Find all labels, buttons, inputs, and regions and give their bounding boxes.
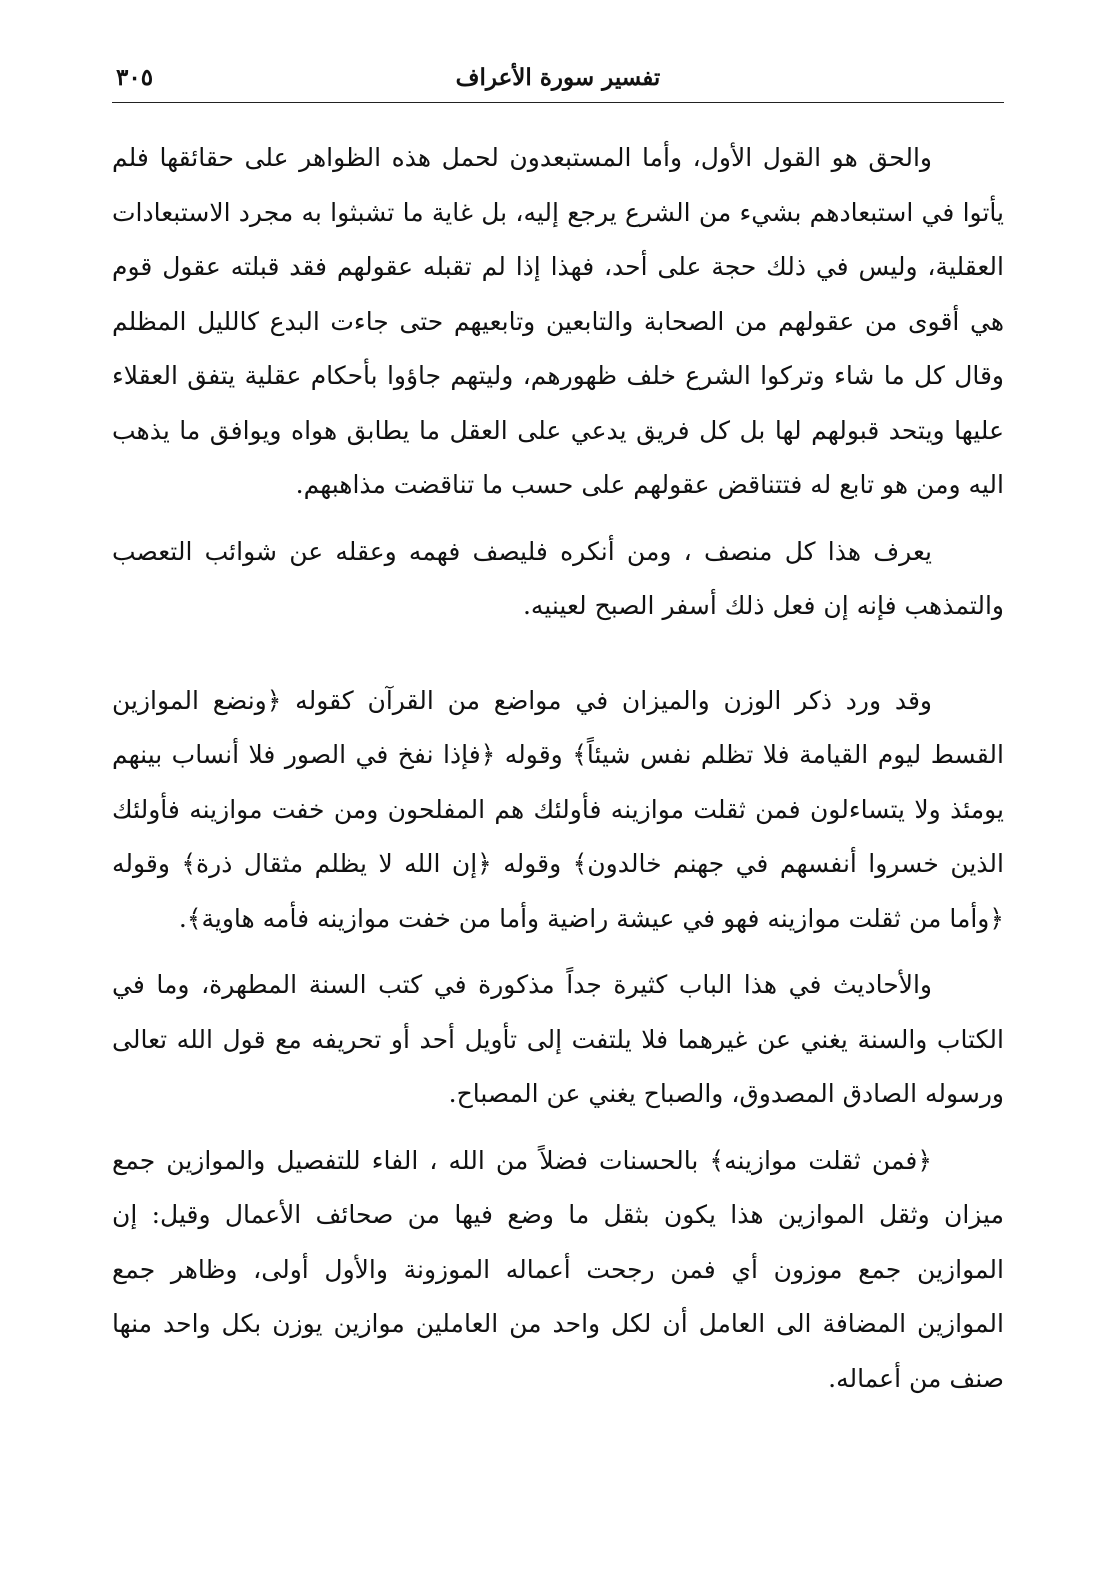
page-number: ٣٠٥	[116, 64, 154, 91]
paragraph: ﴿فمن ثقلت موازينه﴾ بالحسنات فضلاً من الله ، الفاء للتفصيل والموازين جمع ميزان وثقل الموازين هذا يكون بثقل ما وضع فيها من صحائف الأعمال وقيل: إن الموازين جمع موزون أي فمن رجحت أعماله الموزونة والأول أولى، وظاهر جمع الموازين المضافة الى العامل أن لكل واحد من العاملين موازين يوزن بكل واحد منها صنف من أعماله.	[112, 1145, 1004, 1393]
paragraph: والأحاديث في هذا الباب كثيرة جداً مذكورة في كتب السنة المطهرة، وما في الكتاب والسنة يغني عن غيرهما فلا يلتفت إلى تأويل أحد أو تحريفه مع قول الله تعالى ورسوله الصادق المصدوق، والصباح يغني عن المصباح.	[112, 970, 1004, 1108]
paragraph-spacer	[112, 513, 1004, 525]
body-text	[112, 131, 1004, 1406]
running-title: تفسير سورة الأعراف	[455, 64, 661, 91]
paragraph: يعرف هذا كل منصف ، ومن أنكره فليصف فهمه وعقله عن شوائب التعصب والتمذهب فإنه إن فعل ذلك أسفر الصبح لعينيه.	[112, 536, 1004, 620]
paragraph: والحق هو القول الأول، وأما المستبعدون لحمل هذه الظواهر على حقائقها فلم يأتوا في استبعادهم بشيء من الشرع يرجع إليه، بل غاية ما تشبثوا به مجرد الاستبعادات العقلية، وليس في ذلك حجة على أحد، فهذا إذا لم تقبله عقولهم فقد قبلته عقول قوم هي أقوى من عقولهم من الصحابة والتابعين وتابعيهم حتى جاءت البدع كالليل المظلم وقال كل ما شاء وتركوا الشرع خلف ظهورهم، وليتهم جاؤوا بأحكام عقلية يتفق العقلاء عليها ويتحد قبولهم لها بل كل فريق يدعي على العقل ما يطابق هواه ويوافق ما يذهب اليه ومن هو تابع له فتتناقض عقولهم على حسب ما تناقضت مذاهبهم.	[112, 143, 1004, 499]
section-spacer	[112, 634, 1004, 674]
running-header	[112, 58, 1004, 103]
book-page	[112, 58, 1004, 1406]
paragraph: وقد ورد ذكر الوزن والميزان في مواضع من القرآن كقوله ﴿ونضع الموازين القسط ليوم القيامة فلا تظلم نفس شيئاً﴾ وقوله ﴿فإذا نفخ في الصور فلا أنساب بينهم يومئذ ولا يتساءلون فمن ثقلت موازينه فأولئك هم المفلحون ومن خفت موازينه فأولئك الذين خسروا أنفسهم في جهنم خالدون﴾ وقوله ﴿إن الله لا يظلم مثقال ذرة﴾ وقوله ﴿وأما من ثقلت موازينه فهو في عيشة راضية وأما من خفت موازينه فأمه هاوية﴾.	[112, 685, 1004, 933]
paragraph-spacer	[112, 1122, 1004, 1134]
paragraph-spacer	[112, 946, 1004, 958]
